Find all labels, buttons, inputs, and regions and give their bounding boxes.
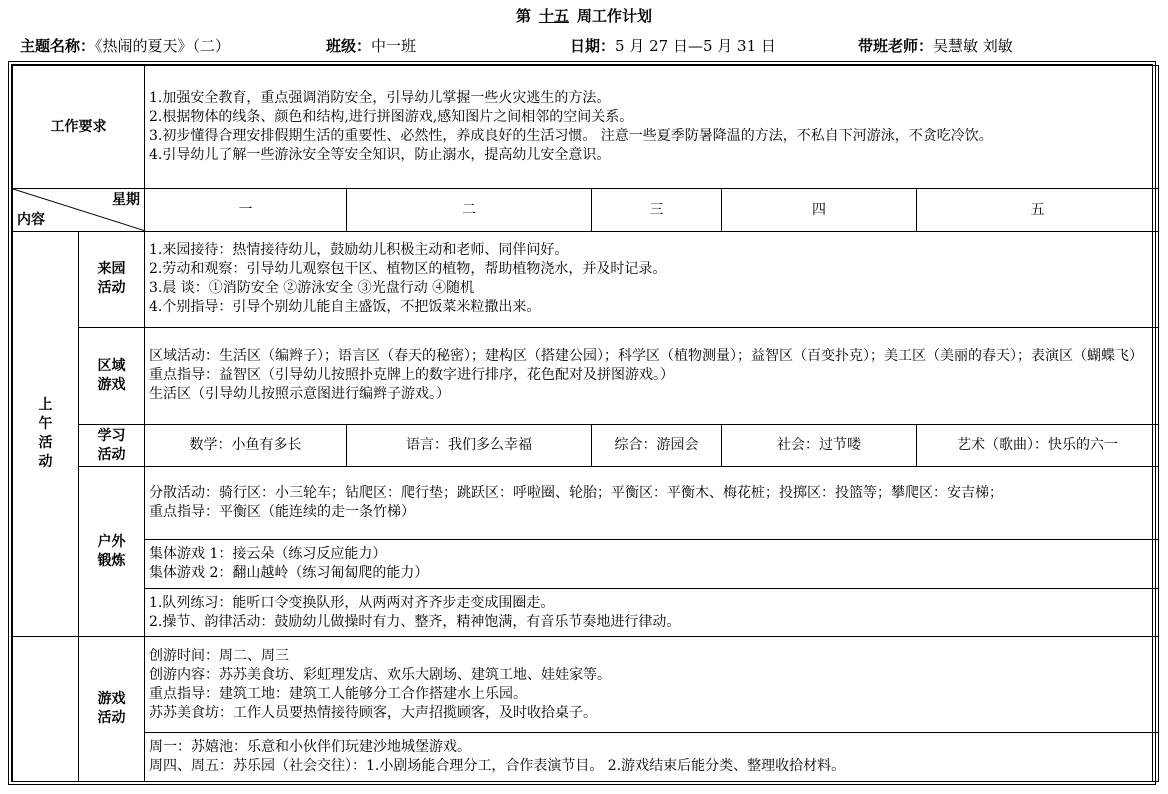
diagonal-header-cell: [13, 189, 145, 231]
area-games-label: 区域 游戏: [79, 327, 145, 424]
learning-activity-label: 学习 活动: [79, 424, 145, 466]
page-title: [0, 6, 1168, 26]
date-value: 5 月 27 日—5 月 31 日: [615, 37, 776, 55]
outdoor-exercise-label: 户外 锻炼: [79, 467, 145, 637]
weekday-tuesday: 二: [347, 189, 592, 231]
work-requirements-label: 工作要求: [13, 66, 145, 189]
learning-tuesday: 语言：我们多么幸福: [347, 424, 592, 466]
teacher-value: 吴慧敏 刘敏: [933, 37, 1013, 55]
arrival-activity-row: [13, 231, 1159, 327]
outdoor-free-activity-text: 分散活动：骑行区：小三轮车；钻爬区：爬行垫；跳跃区：呼啦圈、轮胎；平衡区：平衡木、梅花桩；投掷区：投篮等；攀爬区：安吉梯； 重点指导：平衡区（能连续的走一条竹梯）: [145, 467, 1159, 540]
learning-activity-row: [13, 424, 1159, 466]
work-requirements-text: 1.加强安全教育，重点强调消防安全，引导幼儿掌握一些火灾逃生的方法。 2.根据物体的线条、颜色和结构,进行拼图游戏,感知图片之间相邻的空间关系。 3.初步懂得合理安排假期生活的重要性、必然性，养成良好的生活习惯。 注意一些夏季防暑降温的方法，不私自下河游泳，不贪吃冷饮。 4.引导幼儿了解一些游泳安全等安全知识，防止溺水，提高幼儿安全意识。: [145, 66, 1159, 189]
outdoor-exercise-row-2: [13, 540, 1159, 589]
morning-activities-label: 上 午 活 动: [13, 231, 79, 636]
outdoor-group-games-text: 集体游戏 1：接云朵（练习反应能力） 集体游戏 2：翻山越岭（练习匍匐爬的能力）: [145, 540, 1159, 589]
learning-thursday: 社会：过节喽: [722, 424, 917, 466]
arrival-activity-text: 1.来园接待：热情接待幼儿，鼓励幼儿积极主动和老师、同伴问好。 2.劳动和观察：引导幼儿观察包干区、植物区的植物，帮助植物浇水，并及时记录。 3.晨 谈：①消防安全 ②游泳安全 ③光盘行动 ④随机 4.个别指导：引导个别幼儿能自主盛饭，不把饭菜米粒撒出来。: [145, 231, 1159, 327]
outdoor-exercise-row-1: [13, 467, 1159, 540]
weekday-friday: 五: [917, 189, 1159, 231]
date-label: 日期：: [570, 37, 616, 55]
weekly-plan-table: [12, 65, 1159, 782]
creative-games-text: 创游时间：周二、周三 创游内容：苏苏美食坊、彩虹理发店、欢乐大剧场、建筑工地、娃娃家等。 重点指导：建筑工地：建筑工人能够分工合作搭建水上乐园。 苏苏美食坊：工作人员要热情接待顾客，大声招揽顾客，及时收拾桌子。: [145, 637, 1159, 733]
plan-header: [20, 36, 1160, 56]
weekly-games-text: 周一：苏嬉池：乐意和小伙伴们玩建沙地城堡游戏。 周四、周五：苏乐园（社会交往）：1.小剧场能合理分工，合作表演节目。 2.游戏结束后能分类、整理收拾材料。: [145, 733, 1159, 782]
weekday-thursday: 四: [722, 189, 917, 231]
learning-friday: 艺术（歌曲）：快乐的六一: [917, 424, 1159, 466]
learning-monday: 数学：小鱼有多长: [145, 424, 347, 466]
area-games-row: [13, 327, 1159, 424]
title-prefix: 第: [515, 7, 531, 25]
weekday-header-row: [13, 189, 1159, 231]
title-week-number: 十五: [538, 7, 569, 25]
outdoor-drill-text: 1.队列练习：能听口令变换队形，从两两对齐齐步走变成围圈走。 2.操节、韵律活动：鼓励幼儿做操时有力、整齐，精神饱满，有音乐节奏地进行律动。: [145, 588, 1159, 637]
work-requirements-row: [13, 66, 1159, 189]
teacher-label: 带班老师：: [858, 37, 934, 55]
weekday-monday: 一: [145, 189, 347, 231]
game-activity-label: 游戏 活动: [79, 637, 145, 782]
morning-label-extension-2: [13, 733, 79, 782]
weekday-corner-label: 星期: [112, 192, 140, 209]
morning-label-extension: [13, 637, 79, 733]
class-label: 班级：: [326, 37, 372, 55]
content-corner-label: 内容: [17, 211, 45, 228]
learning-wednesday: 综合：游园会: [592, 424, 722, 466]
game-activity-row-2: [13, 733, 1159, 782]
arrival-activity-label: 来园 活动: [79, 231, 145, 327]
class-value: 中一班: [371, 37, 417, 55]
game-activity-row-1: [13, 637, 1159, 733]
theme-label: 主题名称：: [20, 37, 96, 55]
outdoor-exercise-row-3: [13, 588, 1159, 637]
theme-value: 《热闹的夏天》（二）: [95, 37, 231, 55]
area-games-text: 区域活动：生活区（编辫子）；语言区（春天的秘密）；建构区（搭建公园）；科学区（植物测量）；益智区（百变扑克）；美工区（美丽的春天）；表演区（蝴蝶飞） 重点指导：益智区（引导幼儿按照扑克牌上的数字进行排序，花色配对及拼图游戏。） 生活区（引导幼儿按照示意图进行编辫子游戏。）: [145, 327, 1159, 424]
title-suffix: 周工作计划: [577, 7, 653, 25]
weekday-wednesday: 三: [592, 189, 722, 231]
